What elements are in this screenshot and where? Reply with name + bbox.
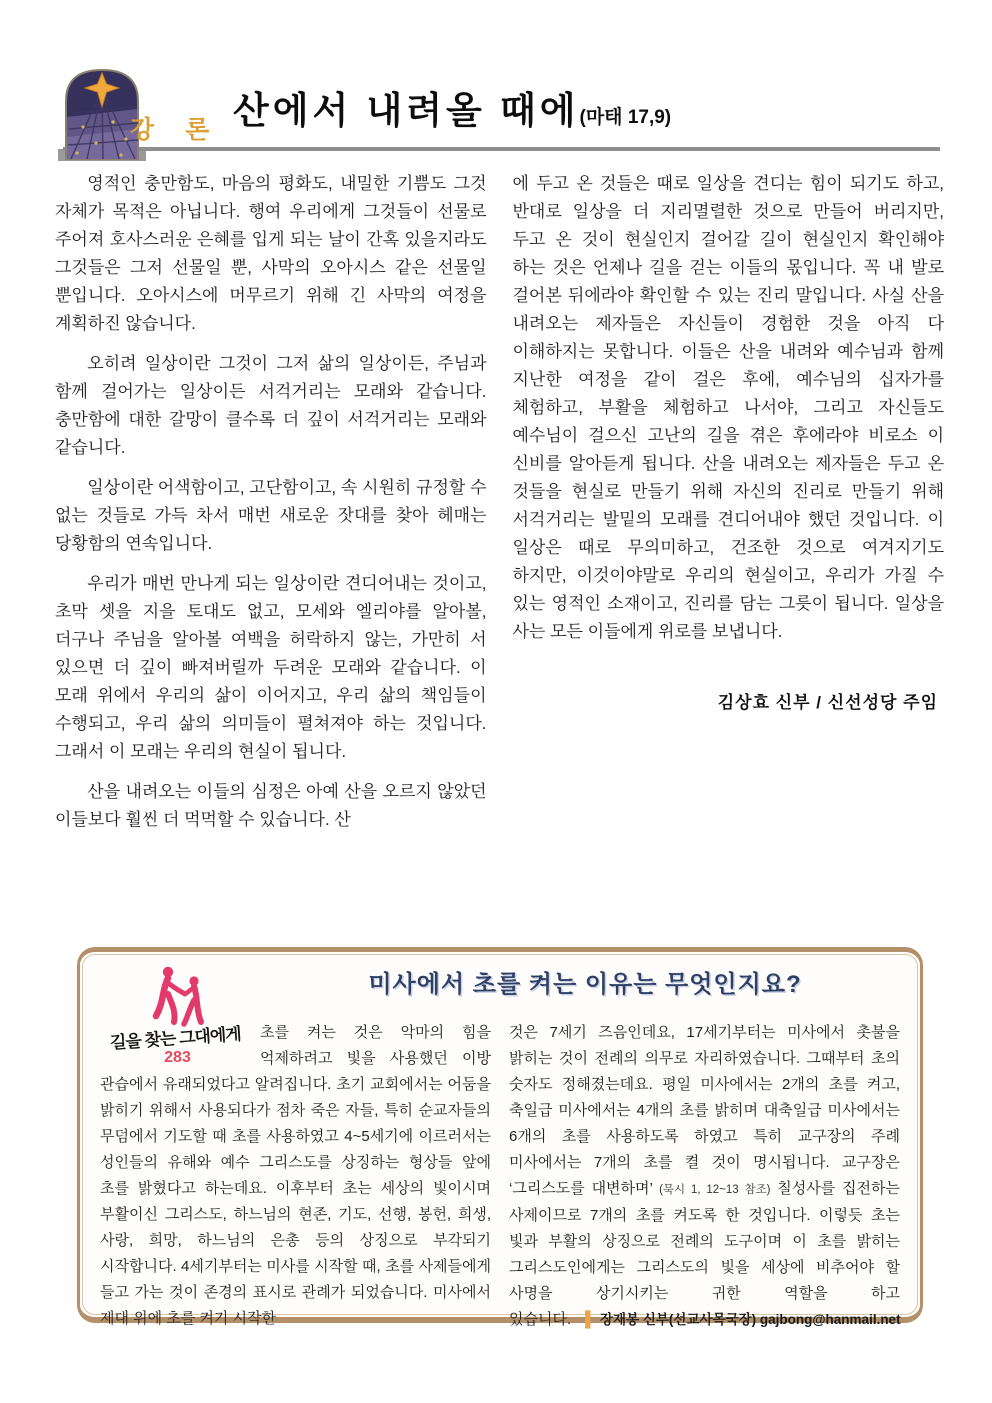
qa-box-title: 미사에서 초를 켜는 이유는 무엇인지요? xyxy=(368,971,802,998)
qa-body-text: 초를 켜는 것은 악마의 힘을 억제하려고 빛을 사용했던 이방 관습에서 유래되었다고 알려집니다. 초기 교회에서는 어둠을 밝히기 위해서 사용되다가 점차 죽은 자들, 특히 순교자들의 무덤에서 기도할 때 초를 사용하였고 4~5세기에 이르러서는 성인들의 유해와 예수 그리스도를 상징하는 형상들 앞에 초를 밝혔다고 하는데요. 이후부터 초는 세상의 빛이시며 부활이신 그리스도, 하느님의 현존, 기도, 선행, 봉헌, 희생, 사랑, 희망, 하느님의 은총 등의 상징으로 부각되기 시작합니다. 4세기부터는 미사를 시작할 때, 초를 사제들에게 들고 가는 것이 존경의 표시로 관례가 되었습니다. 미사에서 제대 위에 초를 켜기 시작한 xyxy=(100,1024,491,1327)
qa-body-text: 칠성사를 집전하는 사제이므로 7개의 초를 켜도록 한 것입니다. 이렇듯 초는 빛과 부활의 상징으로 전례의 도구이며 이 초를 밝히는 그리스도인에게는 그리스도의 빛을 세상에 비추어야 할 사명을 상기시키는 귀한 역할을 하고 있습니다. xyxy=(509,1180,900,1328)
paragraph: 영적인 충만함도, 마음의 평화도, 내밀한 기쁨도 그것 자체가 목적은 아닙니다. 행여 우리에게 그것들이 선물로 주어져 호사스러운 은혜를 입게 되는 날이 간혹 있을지라도 그것들은 그저 선물일 뿐, 사막의 오아시스 같은 선물일 뿐입니다. 오아시스에 머무르기 위해 긴 사막의 여정을 계획하진 않습니다. xyxy=(55,174,487,333)
scripture-reference: (묵시 1, 12~13 참조) xyxy=(659,1184,771,1196)
qa-author-byline: 장재봉 신부(선교사목국장) gajbong@hanmail.net xyxy=(599,1312,901,1327)
header-rule xyxy=(63,147,940,151)
paragraph: 산을 내려오는 이들의 심정은 아예 산을 오르지 않았던 이들보다 훨씬 더 먹먹할 수 있습니다. 산 xyxy=(55,782,487,829)
page-title-reference: (마태 17,9) xyxy=(579,107,672,128)
masthead xyxy=(0,0,992,170)
paragraph: 일상이란 어색함이고, 고단함이고, 속 시원히 규정할 수 없는 것들로 가득 차서 매번 새로운 잣대를 찾아 헤매는 당황함의 연속입니다. xyxy=(55,478,487,553)
page-title-text: 산에서 내려올 때에 xyxy=(233,90,580,131)
series-issue-number: 283 xyxy=(164,1049,191,1066)
series-logo xyxy=(96,964,254,1094)
paragraph: 에 두고 온 것들은 때로 일상을 견디는 힘이 되기도 하고, 반대로 일상을 더 지리멸렬한 것으로 만들어 버리지만, 두고 온 것이 현실인지 걸어갈 길이 현실인지 확인해야 하는 것은 언제나 길을 걷는 이들의 몫입니다. 꼭 내 발로 걸어본 뒤에라야 확인할 수 있는 진리 말입니다. 사실 산을 내려오는 제자들은 자신들이 경험한 것을 아직 다 이해하지는 못합니다. 이들은 산을 내려와 예수님과 함께 지난한 여정을 같이 걸은 후에, 예수님의 십자가를 체험하고, 부활을 체험하고 나서야, 그리고 자신들도 예수님이 걸으신 고난의 길을 겪은 후에라야 비로소 이 신비를 알아듣게 됩니다. 산을 내려오는 제자들은 두고 온 것들을 현실로 만들기 위해 자신의 진리로 만들기 위해 서걱거리는 발밑의 모래를 견디어내야 했던 것입니다. 이 일상은 때로 무의미하고, 건조한 것으로 여겨지기도 하지만, 이것이야말로 우리의 현실이고, 우리가 가질 수 있는 영적인 소재이고, 진리를 담는 그릇이 됩니다. 일상을 사는 모든 이들에게 위로를 보냅니다. xyxy=(512,174,944,641)
two-pink-figures-icon xyxy=(138,964,212,1030)
qa-feature-box xyxy=(77,947,923,1328)
article-left-column xyxy=(55,170,487,846)
sermon-article xyxy=(55,170,944,846)
page-title xyxy=(233,80,671,134)
series-title: 길을 찾는 그대에게 xyxy=(109,1024,241,1053)
section-label: 강 론 xyxy=(130,116,222,144)
qa-right-column xyxy=(509,1020,900,1333)
paragraph: 우리가 매번 만나게 되는 일상이란 견디어내는 것이고, 초막 셋을 지을 토대도 없고, 모세와 엘리야를 알아볼, 더구나 주님을 알아볼 여백을 허락하지 않는, 가만히 서 있으면 더 깊이 빠져버릴까 두려운 모래와 같습니다. 이 모래 위에서 우리의 삶이 이어지고, 우리 삶의 책임들이 수행되고, 우리 삶의 의미들이 펼쳐져야 하는 것입니다. 그래서 이 모래는 우리의 현실이 됩니다. xyxy=(55,574,487,761)
author-byline: 김상효 신부 / 신선성당 주임 xyxy=(717,693,938,712)
qa-body-text: 것은 7세기 즈음인데요, 17세기부터는 미사에서 촛불을 밝히는 것이 전례의 의무로 자리하였습니다. 그때부터 초의 숫자도 정해졌는데요. 평일 미사에서는 2개의 초를 켜고, 축일급 미사에서는 4개의 초를 밝히며 대축일급 미사에서는 6개의 초를 사용하도록 하였고 특히 교구장의 주례 미사에서는 7개의 초를 켤 것이 명시됩니다. 교구장은 ‘그리스도를 대변하며’ xyxy=(509,1024,900,1197)
paragraph: 오히려 일상이란 그것이 그저 삶의 일상이든, 주님과 함께 걸어가는 일상이든 서걱거리는 모래와 같습니다. 충만함에 대한 갈망이 클수록 더 깊이 서걱거리는 모래와 같습니다. xyxy=(55,354,487,457)
article-right-column xyxy=(513,170,945,846)
attribution-marker: ▌ xyxy=(585,1311,596,1328)
